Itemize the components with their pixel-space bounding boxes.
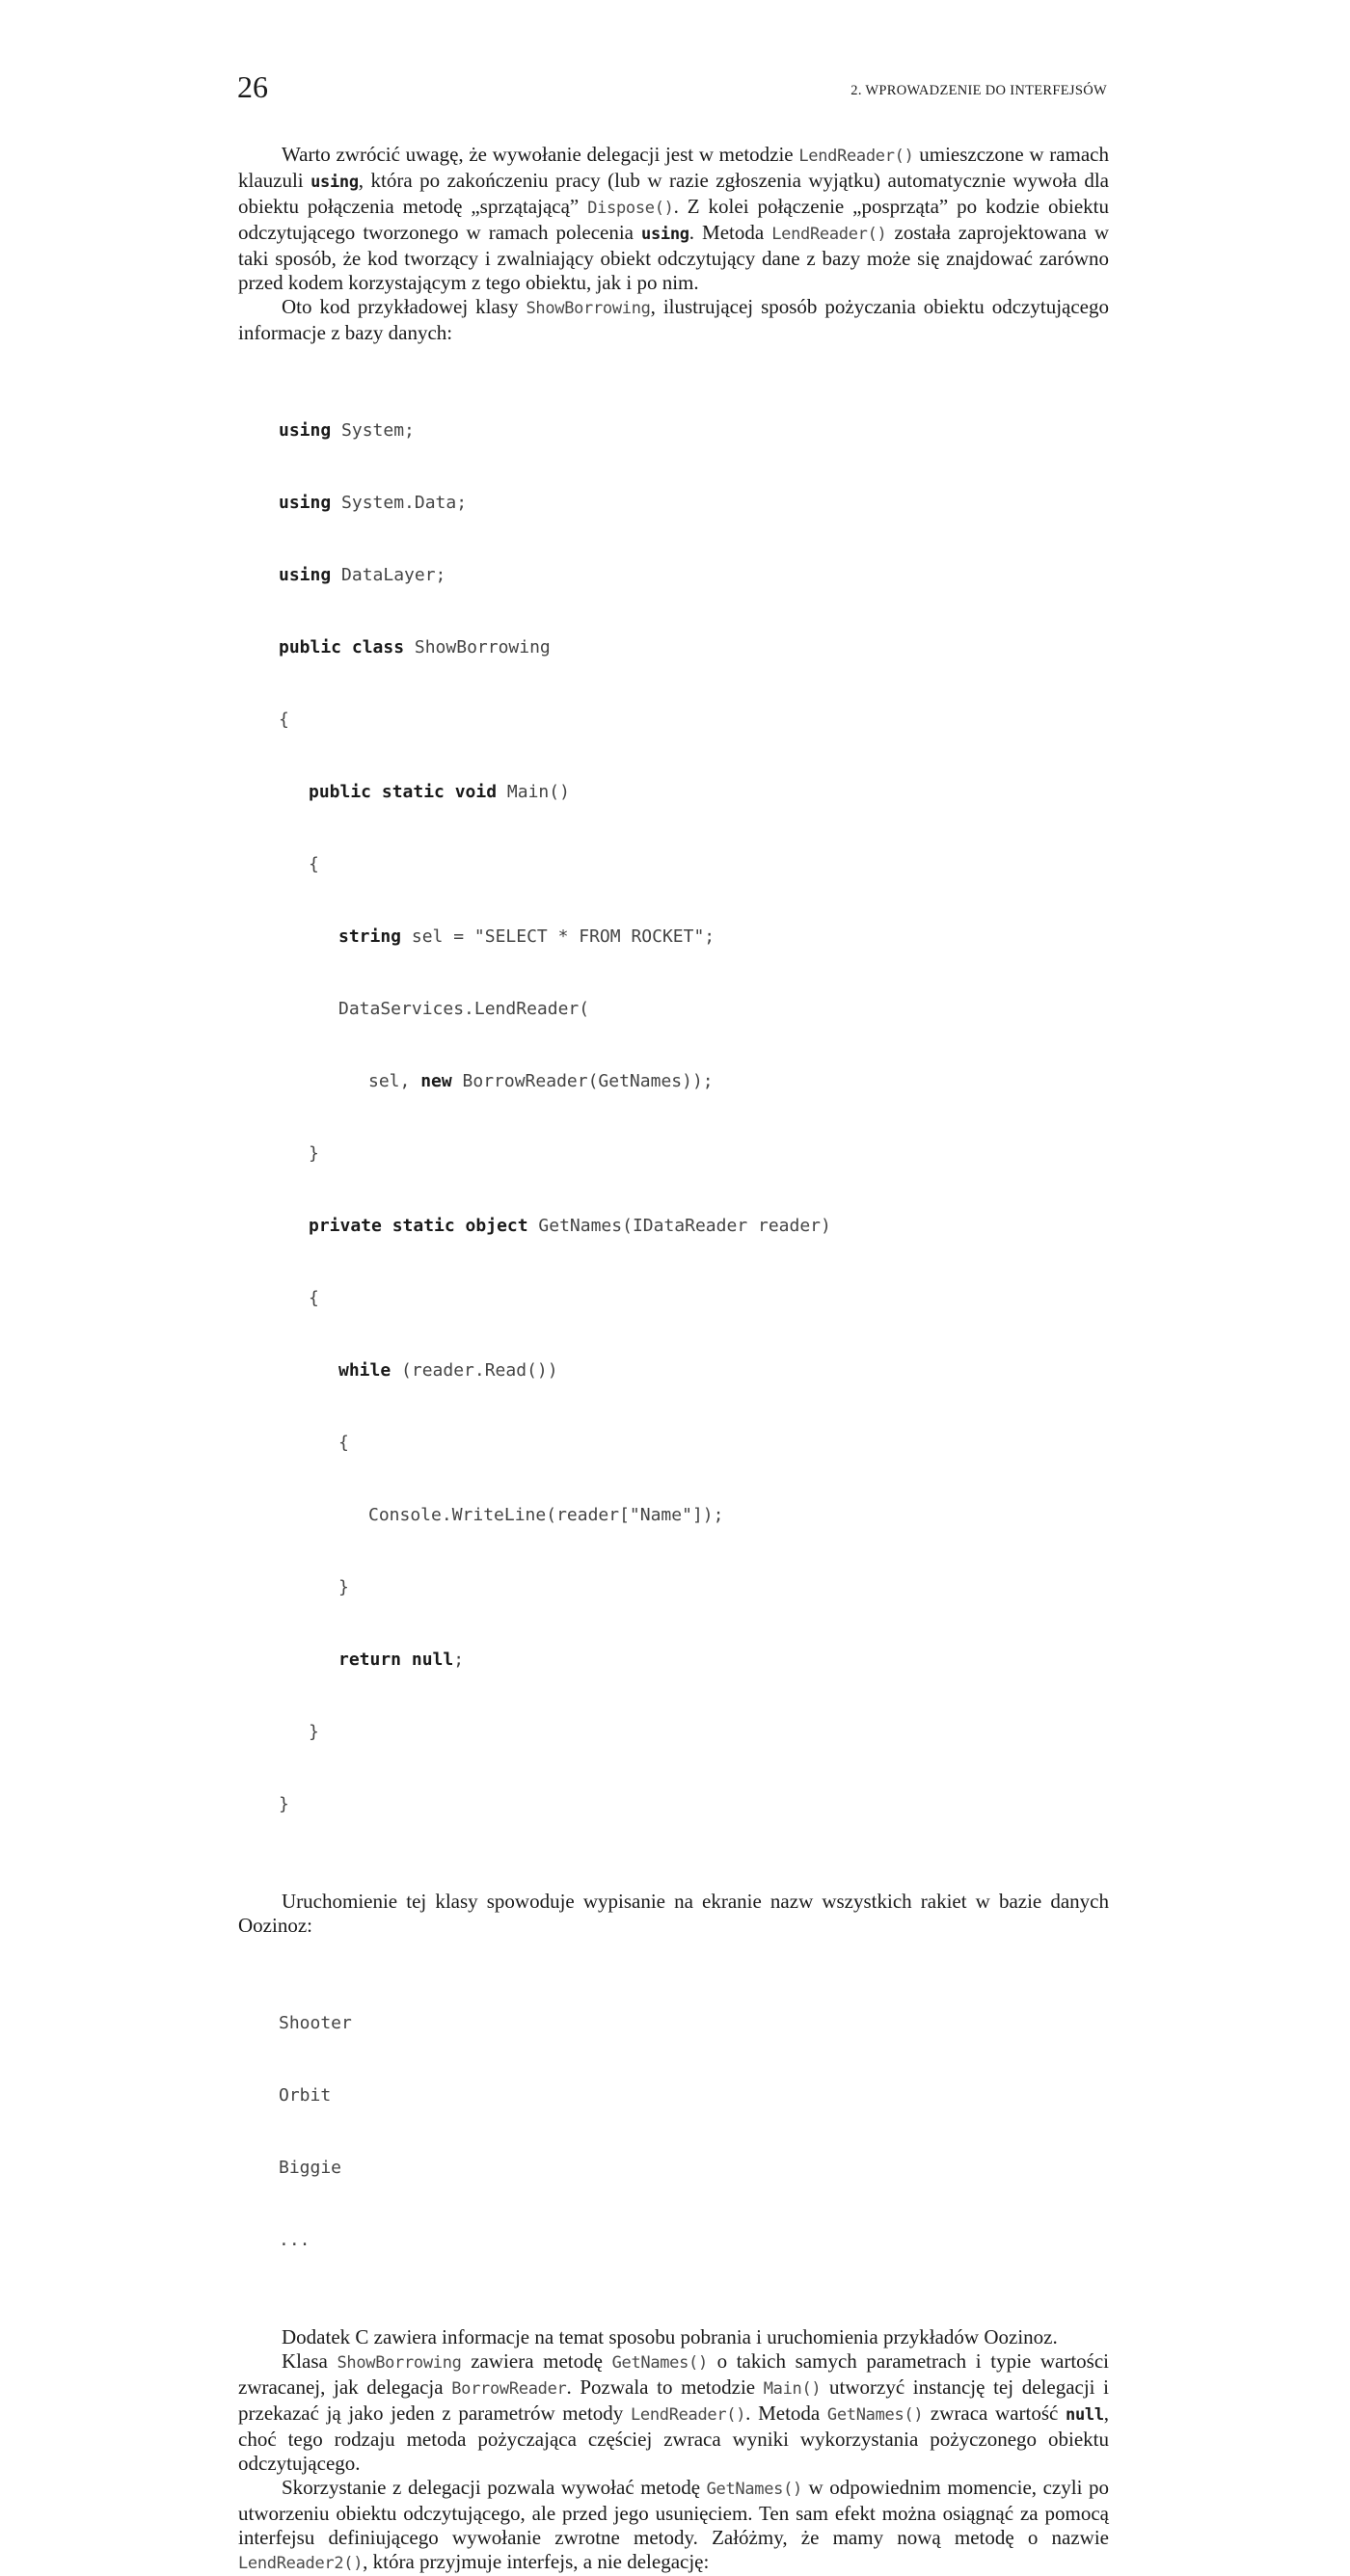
inline-code: Dispose()	[587, 199, 674, 218]
text-run: . Pozwala to metodzie	[566, 2375, 764, 2399]
code-text: sel,	[368, 1071, 421, 1091]
code-keyword: using	[279, 493, 332, 513]
paragraph-getnames-explanation	[238, 2349, 1109, 2476]
inline-code: LendReader()	[798, 147, 914, 166]
inline-code: GetNames()	[611, 2353, 708, 2373]
page-body	[238, 143, 1109, 2576]
code-line	[279, 780, 1109, 804]
code-line	[279, 491, 1109, 515]
text-run: zawiera metodę	[461, 2349, 612, 2373]
inline-code: ShowBorrowing	[337, 2353, 462, 2373]
code-line	[279, 1286, 1109, 1310]
inline-code: Main()	[763, 2379, 822, 2399]
text-run: Uruchomienie tej klasy spowoduje wypisanie na ekranie nazw wszystkich rakiet w bazie danych Oozinoz:	[238, 1890, 1109, 1937]
code-text: }	[279, 1794, 289, 1814]
code-text: }	[338, 1577, 349, 1597]
code-line	[279, 1503, 1109, 1527]
code-keyword: return null	[338, 1650, 454, 1670]
code-line	[279, 997, 1109, 1021]
code-keyword: string	[338, 926, 402, 947]
text-run: Skorzystanie z delegacji pozwala wywołać metodę	[282, 2476, 707, 2499]
paragraph-appendix-c	[238, 2325, 1109, 2349]
inline-code: using	[641, 225, 689, 244]
code-text: Console.WriteLine(reader["Name"]);	[368, 1505, 724, 1525]
inline-code: GetNames()	[706, 2480, 802, 2499]
code-keyword: while	[338, 1360, 392, 1381]
code-text: sel = "SELECT * FROM ROCKET";	[401, 926, 716, 947]
page-number: 26	[237, 69, 268, 104]
code-text: {	[338, 1433, 349, 1453]
code-keyword: new	[420, 1071, 452, 1091]
code-line	[279, 1358, 1109, 1382]
code-text: (reader.Read())	[391, 1360, 558, 1381]
code-line	[279, 1720, 1109, 1744]
inline-code: ShowBorrowing	[526, 299, 651, 318]
code-text: DataServices.LendReader(	[338, 999, 590, 1019]
code-text: }	[309, 1722, 319, 1742]
code-keyword: public class	[279, 637, 405, 657]
text-run: Klasa	[282, 2349, 338, 2373]
code-text: {	[309, 1288, 319, 1308]
code-line	[279, 635, 1109, 659]
code-line	[279, 852, 1109, 876]
code-text: DataLayer;	[331, 565, 446, 585]
text-run: umieszczone w ramach klauzuli	[238, 143, 1109, 192]
text-run: w odpowiednim momencie, czyli po utworzeniu obiektu odczytującego, ale przed jego usunięciem. Ten sam efekt można osiągnąć za pomocą interfejsu definiującego wywołanie zwrotne metody. Załóżmy, że mamy nową metodę o nazwie	[238, 2476, 1109, 2549]
text-run: , choć tego rodzaju metoda pożyczająca częściej zwraca wyniki wykorzystania pożyczonego obiektu odczytującego.	[238, 2402, 1110, 2475]
inline-code: using	[310, 173, 359, 192]
text-run: , ilustrującej sposób pożyczania obiektu odczytującego informacje z bazy danych:	[238, 295, 1109, 344]
code-keyword: using	[279, 565, 332, 585]
paragraph-delegation-using	[238, 143, 1109, 295]
inline-code: LendReader2()	[238, 2554, 364, 2573]
code-keyword: public static void	[309, 782, 498, 802]
code-line	[279, 418, 1109, 443]
code-text: ShowBorrowing	[404, 637, 551, 657]
text-run: Dodatek C zawiera informacje na temat sposobu pobrania i uruchomienia przykładów Oozinoz.	[282, 2325, 1058, 2348]
code-keyword: private static object	[309, 1216, 528, 1236]
code-line	[279, 1575, 1109, 1599]
paragraph-run-result	[238, 1890, 1109, 1938]
paragraph-example-intro	[238, 295, 1109, 345]
code-line	[279, 1792, 1109, 1816]
text-run: , która przyjmuje interfejs, a nie delegację:	[363, 2550, 710, 2573]
running-header: 2. WPROWADZENIE DO INTERFEJSÓW	[850, 83, 1107, 98]
code-text: BorrowReader(GetNames));	[451, 1071, 714, 1091]
code-text: System.Data;	[331, 493, 468, 513]
code-line	[279, 1214, 1109, 1238]
code-text: {	[309, 854, 319, 874]
code-line	[279, 1431, 1109, 1455]
code-text: {	[279, 710, 289, 730]
code-listing-show-borrowing	[279, 370, 1109, 1865]
code-text: }	[309, 1143, 319, 1164]
code-line	[279, 563, 1109, 587]
paragraph-interface-callback	[238, 2476, 1109, 2576]
text-run: o takich samych parametrach i typie wartości zwracanej, jak delegacja	[238, 2349, 1109, 2399]
inline-code: BorrowReader	[451, 2379, 567, 2399]
code-line	[279, 1648, 1109, 1672]
code-line	[279, 708, 1109, 732]
inline-code: GetNames()	[826, 2405, 924, 2425]
code-text: System;	[331, 420, 415, 441]
code-output-listing	[279, 1963, 1109, 2300]
text-run: zwraca wartość	[923, 2402, 1066, 2425]
code-line	[279, 925, 1109, 949]
code-line	[279, 1069, 1109, 1093]
text-run: utworzyć instancję tej delegacji i przekazać ją jako jeden z parametrów metody	[238, 2375, 1109, 2425]
text-run: , która po zakończeniu pracy (lub w razie zgłoszenia wyjątku) automatycznie wywoła dla obiektu połączenia metodę „sprzątającą”	[238, 169, 1109, 218]
text-run: Warto zwrócić uwagę, że wywołanie delegacji jest w metodzie	[282, 143, 799, 166]
code-keyword: using	[279, 420, 332, 441]
code-text: Main()	[497, 782, 570, 802]
inline-code: LendReader()	[771, 225, 887, 244]
output-line: ...	[279, 2230, 310, 2250]
code-text: ;	[453, 1650, 465, 1670]
text-run: została zaprojektowana w taki sposób, że kod tworzący i zwalniający obiekt odczytujący dane z bazy może się znajdować zarówno przed kodem korzystającym z tego obiektu, jak i po nim.	[238, 221, 1109, 294]
text-run: . Z kolei połączenie „posprząta” po kodzie obiektu odczytującego tworzonego w ramach polecenia	[238, 195, 1109, 244]
inline-code: null	[1066, 2405, 1104, 2425]
output-line: Shooter	[279, 2013, 352, 2033]
text-run: Oto kod przykładowej klasy	[282, 295, 526, 318]
output-line: Biggie	[279, 2158, 342, 2178]
text-run: . Metoda	[688, 221, 772, 244]
inline-code: LendReader()	[630, 2405, 746, 2425]
code-text: GetNames(IDataReader reader)	[527, 1216, 831, 1236]
text-run: . Metoda	[745, 2402, 827, 2425]
code-line	[279, 1141, 1109, 1166]
output-line: Orbit	[279, 2085, 332, 2106]
